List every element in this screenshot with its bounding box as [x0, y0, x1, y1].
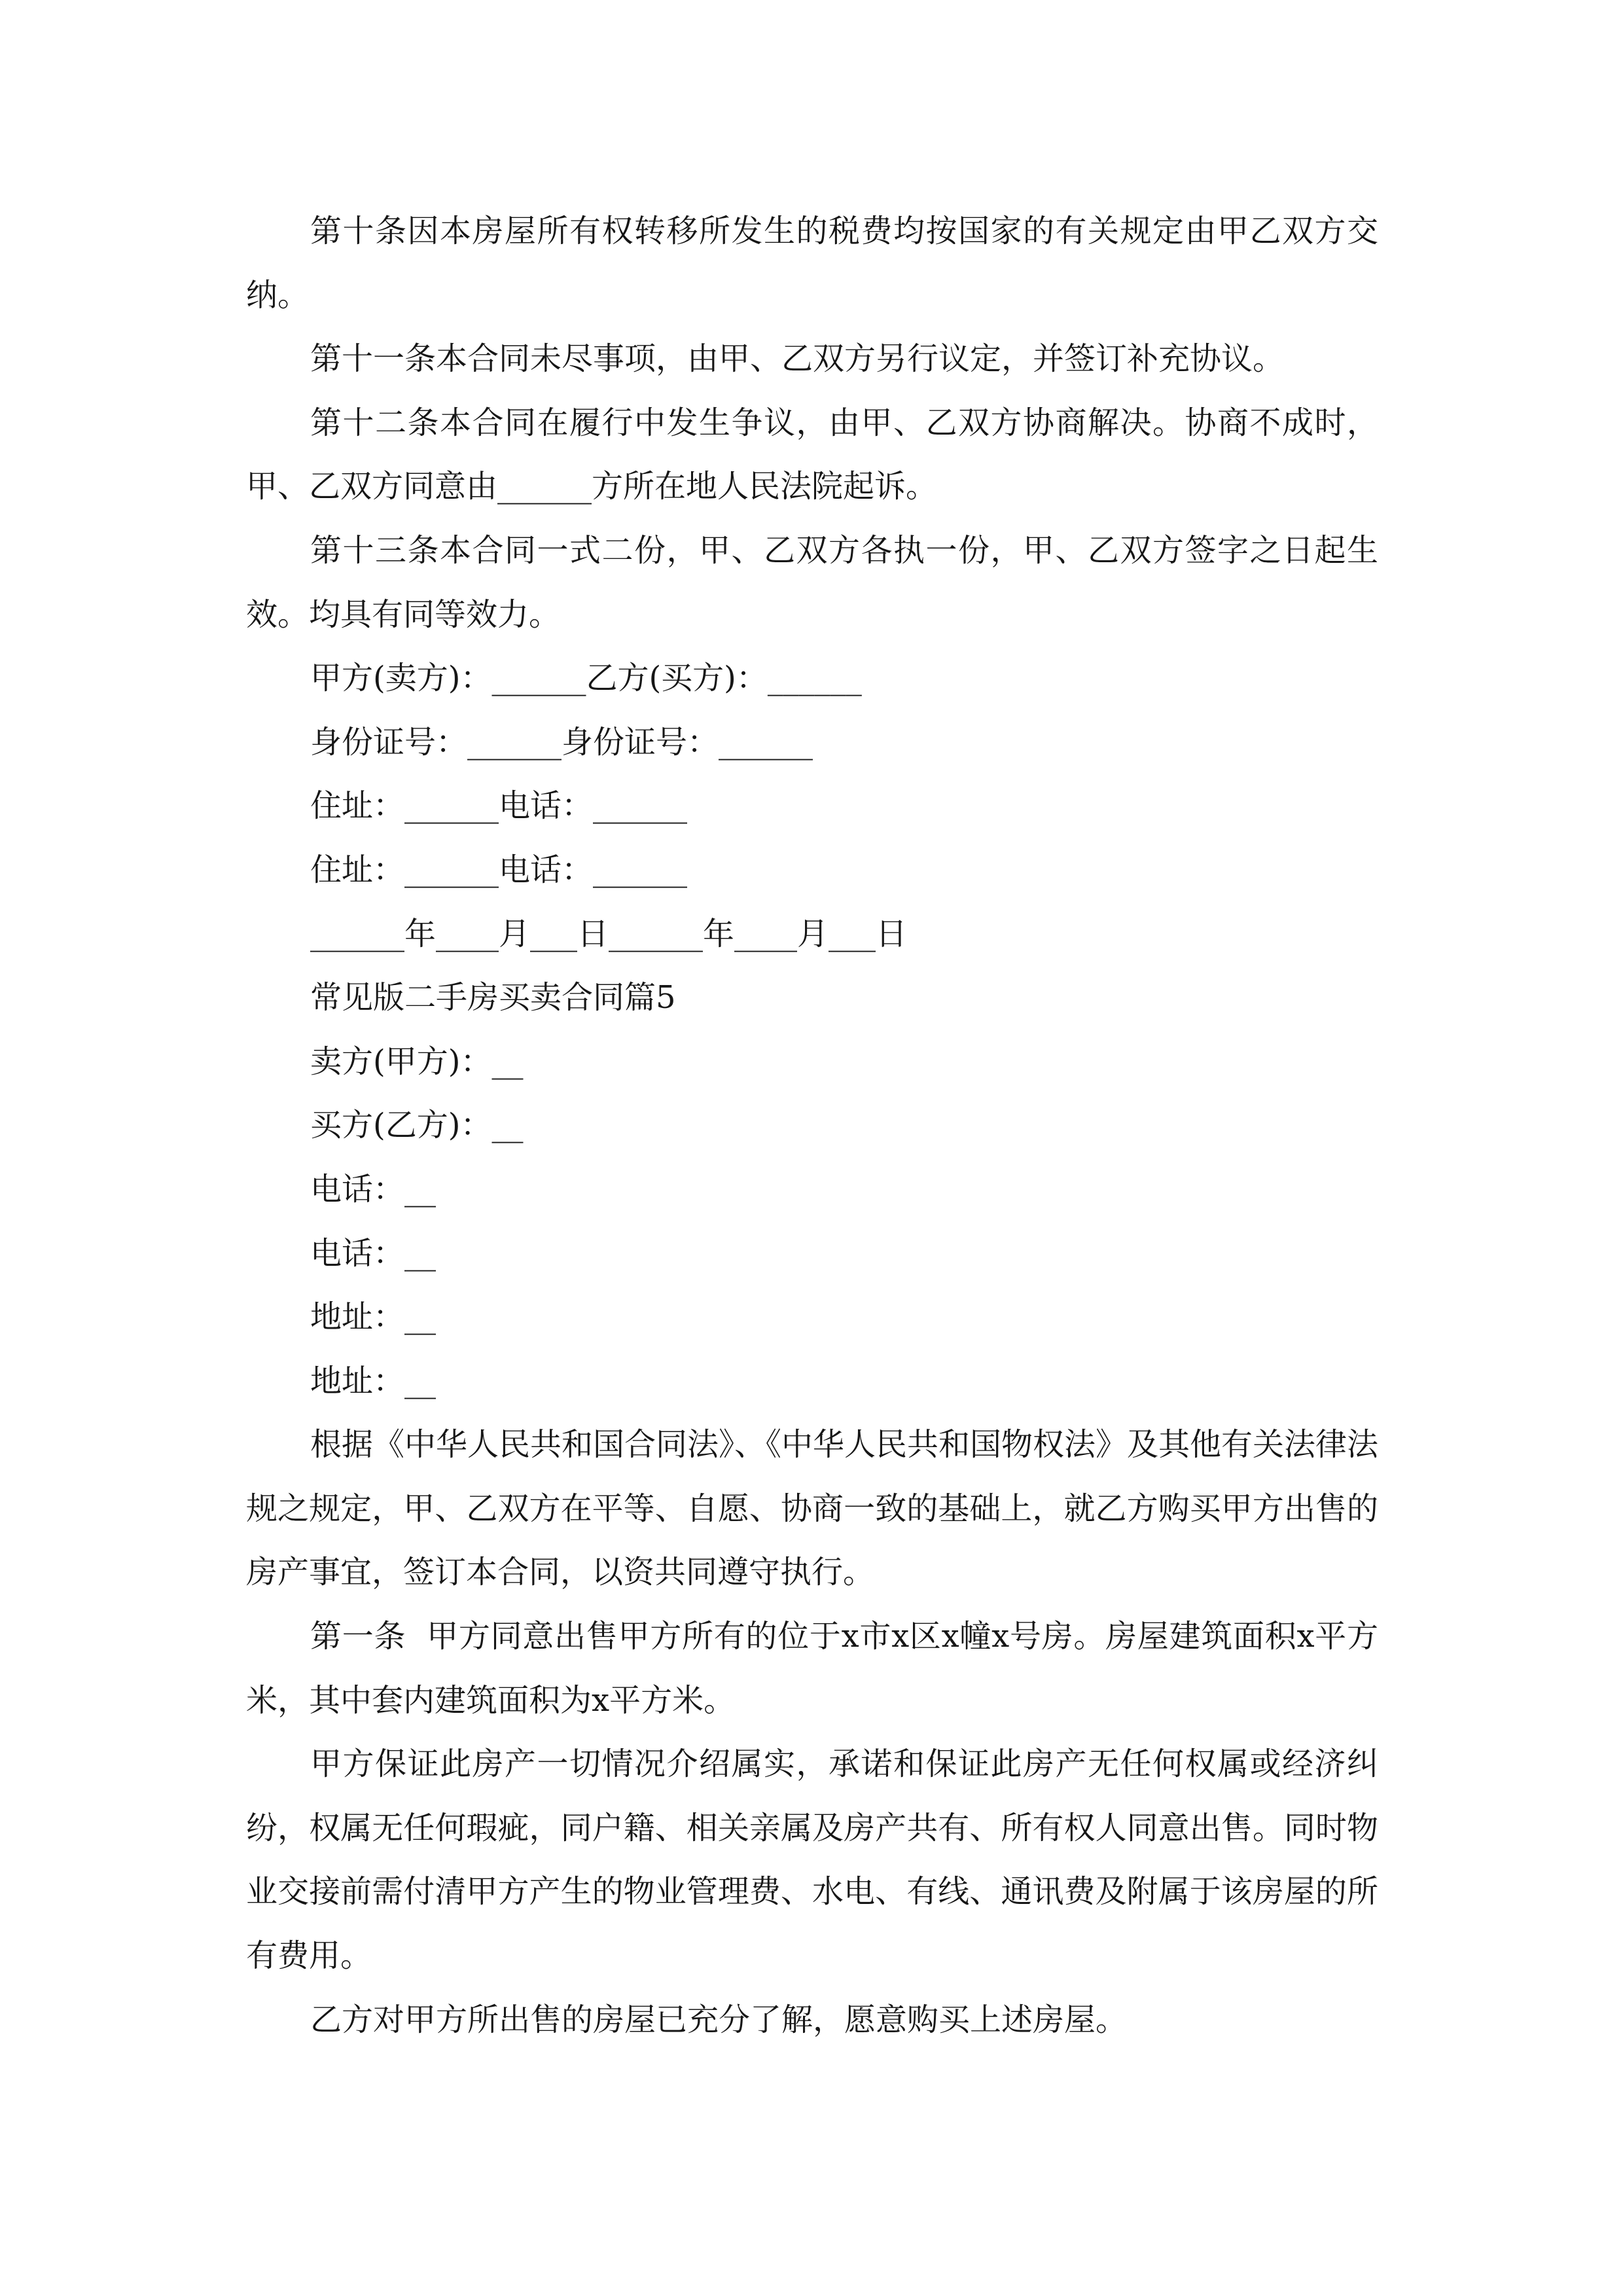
signature-date-line: ______年____月___日______年____月___日 [310, 915, 908, 952]
document-body [246, 200, 1378, 2052]
signature-id-line: 身份证号：______身份证号：______ [310, 723, 813, 761]
clause-11: 第十一条本合同未尽事项，由甲、乙双方另行议定，并签订补充协议。 [310, 340, 1285, 378]
signature-address-line-1: 住址：______电话：______ [310, 787, 688, 825]
buyer-acknowledgement: 乙方对甲方所出售的房屋已充分了解，愿意购买上述房屋。 [310, 2001, 1128, 2038]
clause-12: 第十二条本合同在履行中发生争议，由甲、乙双方协商解决。协商不成时，甲、乙双方同意由______方所在地人民法院起诉。 [246, 404, 1378, 505]
seller-line: 卖方(甲方)：__ [310, 1043, 524, 1080]
signature-address-line-2: 住址：______电话：______ [310, 851, 688, 888]
clause-10: 第十条因本房屋所有权转移所发生的税费均按国家的有关规定由甲乙双方交纳。 [246, 213, 1378, 314]
clause-1: 第一条 甲方同意出售甲方所有的位于x市x区x幢x号房。房屋建筑面积x平方米，其中套内建筑面积为x平方米。 [246, 1618, 1378, 1719]
address-line-1: 地址：__ [310, 1299, 437, 1336]
address-line-2: 地址：__ [310, 1362, 437, 1399]
phone-line-1: 电话：__ [310, 1170, 437, 1208]
signature-party-line: 甲方(卖方)：______乙方(买方)：______ [310, 660, 862, 697]
seller-guarantee: 甲方保证此房产一切情况介绍属实，承诺和保证此房产无任何权属或经济纠纷，权属无任何瑕疵，同户籍、相关亲属及房产共有、所有权人同意出售。同时物业交接前需付清甲方产生的物业管理费、水电、有线、通讯费及附属于该房屋的所有费用。 [246, 1746, 1378, 1975]
phone-line-2: 电话：__ [310, 1234, 437, 1272]
contract-preamble: 根据《中华人民共和国合同法》、《中华人民共和国物权法》及其他有关法律法规之规定，甲、乙双方在平等、自愿、协商一致的基础上，就乙方购买甲方出售的房产事宜，签订本合同，以资共同遵守执行。 [246, 1426, 1379, 1591]
section-title: 常见版二手房买卖合同篇5 [310, 979, 676, 1016]
clause-13: 第十三条本合同一式二份，甲、乙双方各执一份，甲、乙双方签字之日起生效。均具有同等效力。 [246, 531, 1378, 633]
buyer-line: 买方(乙方)：__ [310, 1107, 524, 1144]
